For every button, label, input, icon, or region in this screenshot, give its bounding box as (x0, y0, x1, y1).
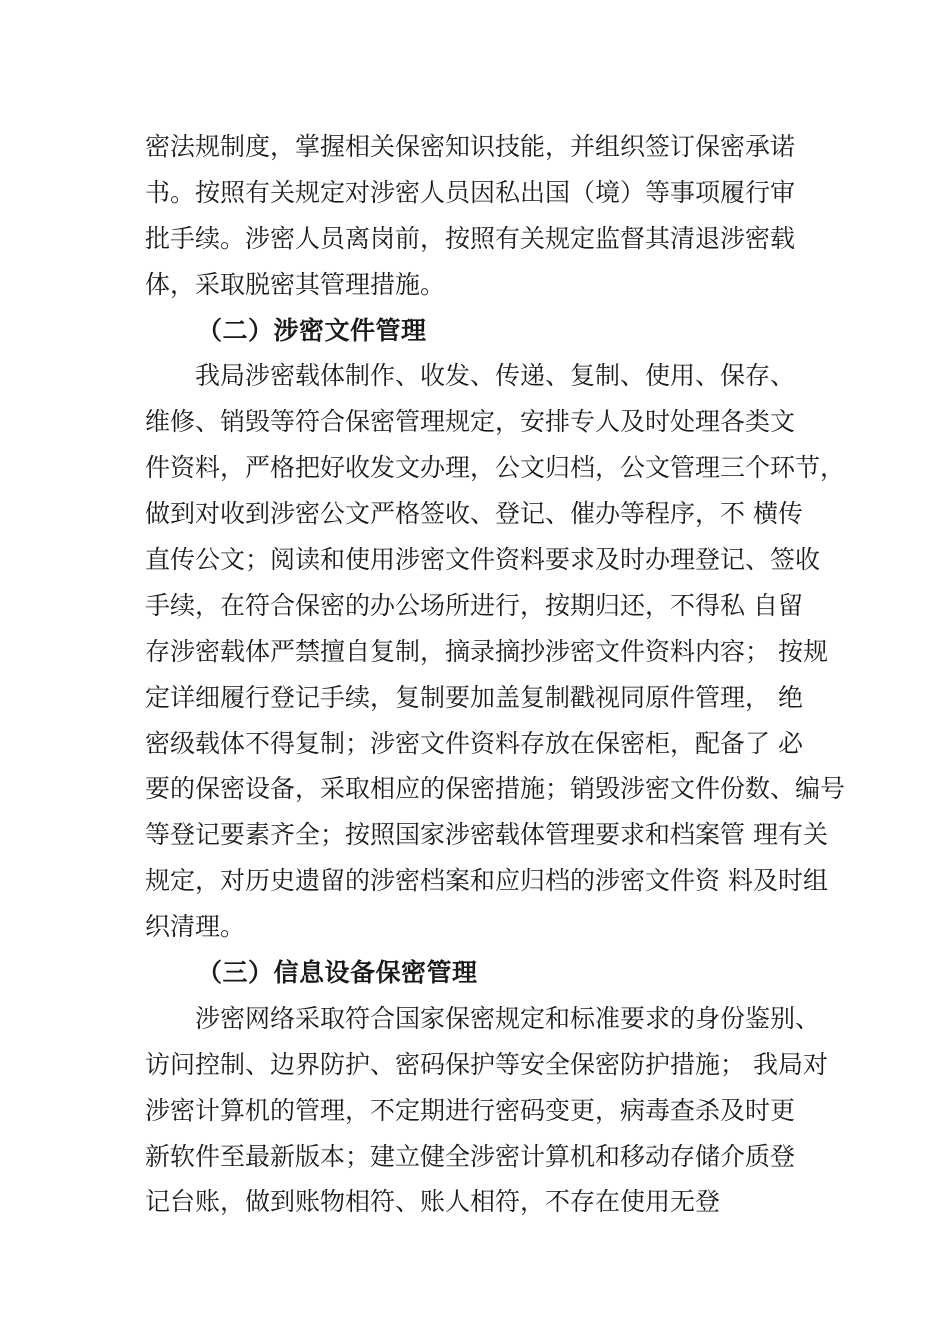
paragraph-first-line: 我局涉密载体制作、收发、传递、复制、使用、保存、 (195, 361, 796, 391)
document-body (145, 124, 865, 1225)
text-line: 手续，在符合保密的办公场所进行，按期归还，不得私 自留 (145, 590, 803, 620)
text-line: 存涉密载体严禁擅自复制，摘录摘抄涉密文件资料内容； 按规 (145, 636, 828, 666)
text-line: 批手续。涉密人员离岗前，按照有关规定监督其清退涉密载 (145, 223, 796, 253)
text-line: 维修、销毁等符合保密管理规定，安排专人及时处理各类文 (145, 407, 796, 437)
text-line: 涉密计算机的管理，不定期进行密码变更，病毒查杀及时更 (145, 1095, 796, 1125)
text-line: 规定，对历史遗留的涉密档案和应归档的涉密文件资 料及时组 (145, 866, 828, 896)
text-line: 定详细履行登记手续，复制要加盖复制戳视同原件管理， 绝 (145, 682, 803, 712)
section-heading: （三）信息设备保密管理 (197, 958, 478, 988)
text-line: 等登记要素齐全；按照国家涉密载体管理要求和档案管 理有关 (145, 820, 828, 850)
text-line: 密法规制度，掌握相关保密知识技能，并组织签订保密承诺 (145, 132, 796, 161)
section-heading: （二）涉密文件管理 (197, 315, 427, 345)
text-line: 要的保密设备，采取相应的保密措施；销毁涉密文件份数、编号 (145, 774, 846, 804)
paragraph-first-line: 涉密网络采取符合国家保密规定和标准要求的身份鉴别、 (195, 1003, 821, 1033)
text-line: 记台账，做到账物相符、账人相符，不存在使用无登 (145, 1187, 721, 1217)
text-line: 体，采取脱密其管理措施。 (145, 269, 446, 299)
text-line: 件资料，严格把好收发文办理，公文归档，公文管理三个环节， (145, 453, 846, 483)
text-line: 直传公文；阅读和使用涉密文件资料要求及时办理登记、签收 (145, 545, 821, 575)
text-line: 密级载体不得复制；涉密文件资料存放在保密柜，配备了 必 (145, 728, 803, 758)
text-line: 新软件至最新版本；建立健全涉密计算机和移动存储介质登 (145, 1141, 796, 1171)
text-line: 做到对收到涉密公文严格签收、登记、催办等程序，不 横传 (145, 499, 803, 529)
text-line: 书。按照有关规定对涉密人员因私出国（境）等事项履行审 (145, 177, 796, 207)
text-line: 织清理。 (145, 912, 246, 942)
text-line: 访问控制、边界防护、密码保护等安全保密防护措施； 我局对 (145, 1049, 828, 1079)
